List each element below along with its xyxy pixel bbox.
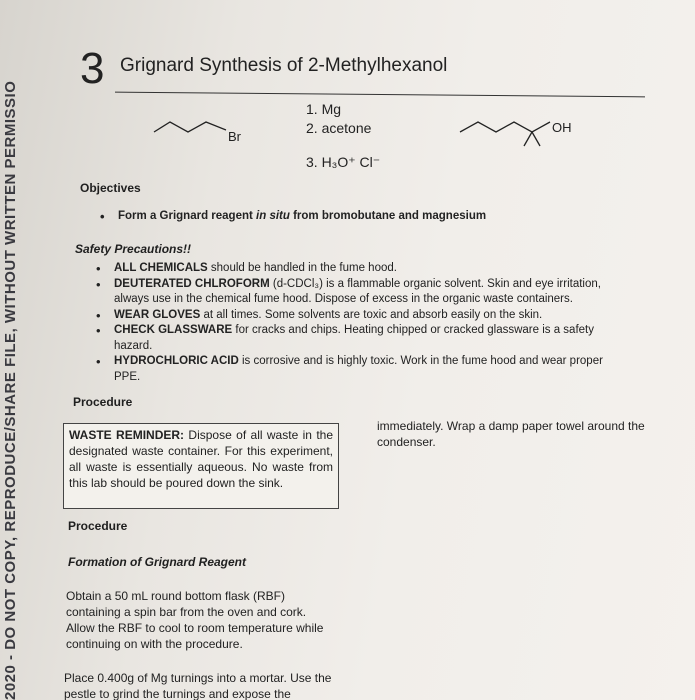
safety-item-bold: WEAR GLOVES	[114, 308, 201, 321]
safety-item-text: is corrosive and is highly toxic. Work in the fume hood and wear proper PPE.	[114, 355, 603, 383]
step-3-label: 3. H₃O⁺ Cl⁻	[306, 154, 381, 170]
procedure-step-2: Place 0.400g of Mg turnings into a mortar. Use the pestle to grind the turnings and expose the	[64, 671, 332, 700]
safety-heading: Safety Precautions!!	[75, 242, 192, 256]
step-1-label: 1. Mg	[306, 101, 342, 117]
objectives-list	[100, 209, 580, 225]
objective-italic: in situ	[256, 210, 290, 222]
safety-item-bold: DEUTERATED CHLROFORM	[114, 277, 270, 290]
safety-item	[96, 323, 631, 354]
safety-item	[96, 261, 631, 277]
safety-item-bold: ALL CHEMICALS	[114, 262, 208, 274]
objectives-heading: Objectives	[80, 181, 141, 195]
side-watermark-text: 2020 - DO NOT COPY, REPRODUCE/SHARE FILE, WITHOUT WRITTEN PERMISSIO	[2, 80, 19, 700]
chapter-number: 3	[80, 44, 105, 93]
waste-reminder-label: WASTE REMINDER:	[69, 428, 185, 442]
formation-heading: Formation of Grignard Reagent	[68, 555, 247, 569]
safety-item-text: (d-CDCl₃) is a flammable organic solvent. Skin and eye irritation, always use in the chemical fume hood. Dispose of excess in the organic waste containers.	[114, 277, 601, 305]
chapter-title: Grignard Synthesis of 2-Methylhexanol	[120, 55, 448, 76]
condenser-instruction: immediately. Wrap a damp paper towel around the condenser.	[377, 419, 645, 449]
side-watermark-strip	[0, 0, 26, 700]
safety-list	[96, 261, 631, 385]
waste-reminder-box	[63, 423, 339, 509]
procedure-subheading: Procedure	[68, 519, 128, 533]
step-2-label: 2. acetone	[306, 120, 372, 136]
waste-reminder-text: Dispose of all waste in the designated waste container. For this experiment, all waste is essentially aqueous. No waste from this lab should be poured down the sink.	[69, 428, 334, 490]
objective-rest: from bromobutane and magnesium	[289, 210, 487, 222]
bromobutane-structure	[154, 122, 226, 132]
procedure-step-1: Obtain a 50 mL round bottom flask (RBF) containing a spin bar from the oven and cork. Allow the RBF to cool to room temperature while continuing on with the procedure.	[66, 589, 324, 651]
safety-item-text: for cracks and chips. Heating chipped or cracked glassware is a safety hazard.	[114, 324, 594, 352]
safety-item-bold: CHECK GLASSWARE	[114, 324, 233, 336]
methylhexanol-structure	[460, 122, 550, 146]
hydroxyl-label: OH	[552, 120, 572, 135]
bromine-label: Br	[228, 129, 241, 144]
procedure-heading: Procedure	[73, 395, 133, 409]
safety-item-bold: HYDROCHLORIC ACID	[114, 355, 239, 367]
safety-item	[96, 308, 631, 324]
safety-item	[96, 354, 631, 385]
safety-item-text: should be handled in the fume hood.	[207, 262, 397, 274]
objective-text: Form a Grignard reagent	[118, 210, 257, 222]
safety-item	[96, 277, 631, 308]
title-rule	[115, 92, 645, 98]
safety-item-text: at all times. Some solvents are toxic and absorb easily on the skin.	[200, 308, 543, 321]
objective-item	[100, 209, 580, 225]
